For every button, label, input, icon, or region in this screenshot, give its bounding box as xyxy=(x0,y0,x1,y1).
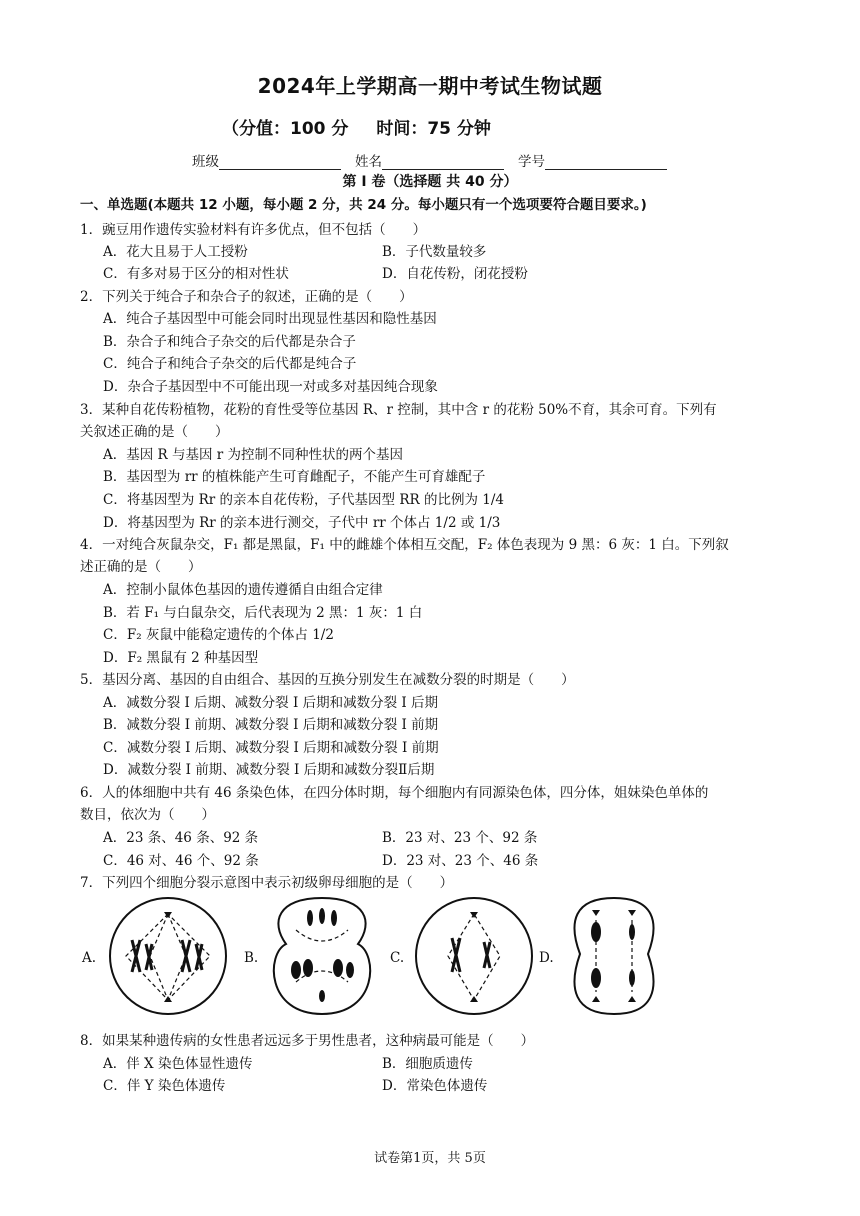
option: B．杂合子和纯合子杂交的后代都是杂合子 xyxy=(103,334,356,350)
figure-label-d: D. xyxy=(539,950,554,966)
exam-subtitle xyxy=(222,114,513,139)
option: D．杂合子基因型中不可能出现一对或多对基因纯合现象 xyxy=(103,379,438,395)
option: D．23 对、23 个、46 条 xyxy=(382,853,539,869)
option: C．有多对易于区分的相对性状 xyxy=(103,266,289,282)
name-field[interactable] xyxy=(355,150,504,170)
option: B．若 F₁ 与白鼠杂交，后代表现为 2 黑：1 灰：1 白 xyxy=(103,605,423,621)
question-stem: 8．如果某种遗传病的女性患者远远多于男性患者，这种病最可能是（ ） xyxy=(80,1033,535,1049)
option: A．控制小鼠体色基因的遗传遵循自由组合定律 xyxy=(103,582,383,598)
option: D．减数分裂 Ⅰ 前期、减数分裂 Ⅰ 后期和减数分裂Ⅱ后期 xyxy=(103,762,435,778)
question-stem: 关叙述正确的是（ ） xyxy=(80,424,229,440)
option: A．伴 X 染色体显性遗传 xyxy=(103,1056,253,1072)
cell-diagram-d xyxy=(564,892,664,1020)
question-stem: 数目，依次为（ ） xyxy=(80,807,215,823)
name-label: 姓名 xyxy=(355,154,382,170)
question-stem: 7．下列四个细胞分裂示意图中表示初级卵母细胞的是（ ） xyxy=(80,875,454,891)
time-info: 时间：75 分钟 xyxy=(376,119,491,139)
option: D．自花传粉，闭花授粉 xyxy=(382,266,528,282)
option: C．F₂ 灰鼠中能稳定遗传的个体占 1/2 xyxy=(103,627,334,643)
option: C．46 对、46 个、92 条 xyxy=(103,853,259,869)
figure-label-c: C. xyxy=(390,950,405,966)
exam-title: 2024年上学期高一期中考试生物试题 xyxy=(257,74,603,98)
cell-diagram-a xyxy=(104,892,232,1020)
class-field[interactable] xyxy=(192,150,341,170)
option: A．23 条、46 条、92 条 xyxy=(103,830,259,846)
question-stem: 述正确的是（ ） xyxy=(80,559,202,575)
question-stem: 4．一对纯合灰鼠杂交，F₁ 都是黑鼠，F₁ 中的雌雄个体相互交配，F₂ 体色表现为 9 黑：6 灰：1 白。下列叙 xyxy=(80,537,729,553)
option: D．常染色体遗传 xyxy=(382,1078,488,1094)
option: A．基因 R 与基因 r 为控制不同种性状的两个基因 xyxy=(103,447,404,463)
class-label: 班级 xyxy=(192,154,219,170)
option: B．基因型为 rr 的植株能产生可育雌配子，不能产生可育雄配子 xyxy=(103,469,486,485)
option: B．减数分裂 Ⅰ 前期、减数分裂 Ⅰ 后期和减数分裂 Ⅰ 前期 xyxy=(103,717,439,733)
id-field[interactable] xyxy=(518,150,667,170)
question-stem: 1．豌豆用作遗传实验材料有许多优点，但不包括（ ） xyxy=(80,222,427,238)
cell-division-figure xyxy=(80,892,700,1024)
question-stem: 5．基因分离、基因的自由组合、基因的互换分别发生在减数分裂的时期是（ ） xyxy=(80,672,575,688)
option: C．将基因型为 Rr 的亲本自花传粉，子代基因型 RR 的比例为 1/4 xyxy=(103,492,504,508)
option: C．纯合子和纯合子杂交的后代都是纯合子 xyxy=(103,356,357,372)
option: A．减数分裂 Ⅰ 后期、减数分裂 Ⅰ 后期和减数分裂 Ⅰ 后期 xyxy=(103,695,438,711)
figure-label-a: A. xyxy=(82,950,97,966)
option: A．花大且易于人工授粉 xyxy=(103,244,248,260)
option: D．将基因型为 Rr 的亲本进行测交，子代中 rr 个体占 1/2 或 1/3 xyxy=(103,515,501,531)
question-stem: 3．某种自花传粉植物，花粉的育性受等位基因 R、r 控制，其中含 r 的花粉 50%不育，其余可育。下列有 xyxy=(80,402,717,418)
option: A．纯合子基因型中可能会同时出现显性基因和隐性基因 xyxy=(103,311,437,327)
option: C．伴 Y 染色体遗传 xyxy=(103,1078,226,1094)
question-stem: 2．下列关于纯合子和杂合子的叙述，正确的是（ ） xyxy=(80,289,413,305)
cell-diagram-b xyxy=(266,892,378,1020)
section-heading: 第 I 卷（选择题 共 40 分） xyxy=(342,174,518,190)
option: D．F₂ 黑鼠有 2 种基因型 xyxy=(103,650,259,666)
part-heading: 一、单选题(本题共 12 小题，每小题 2 分，共 24 分。每小题只有一个选项要符合题目要求。) xyxy=(80,197,647,213)
cell-diagram-c xyxy=(410,892,538,1020)
option: B．细胞质遗传 xyxy=(382,1056,473,1072)
page-footer: 试卷第1页，共 5页 xyxy=(374,1151,486,1166)
figure-label-b: B. xyxy=(244,950,259,966)
student-info-line xyxy=(192,150,667,170)
question-stem: 6．人的体细胞中共有 46 条染色体，在四分体时期，每个细胞内有同源染色体，四分体，姐妹染色单体的 xyxy=(80,785,709,801)
score-info: （分值：100 分 xyxy=(222,119,349,139)
id-label: 学号 xyxy=(518,154,545,170)
option: C．减数分裂 Ⅰ 后期、减数分裂 Ⅰ 后期和减数分裂 Ⅰ 前期 xyxy=(103,740,439,756)
option: B．子代数量较多 xyxy=(382,244,487,260)
option: B．23 对、23 个、92 条 xyxy=(382,830,538,846)
